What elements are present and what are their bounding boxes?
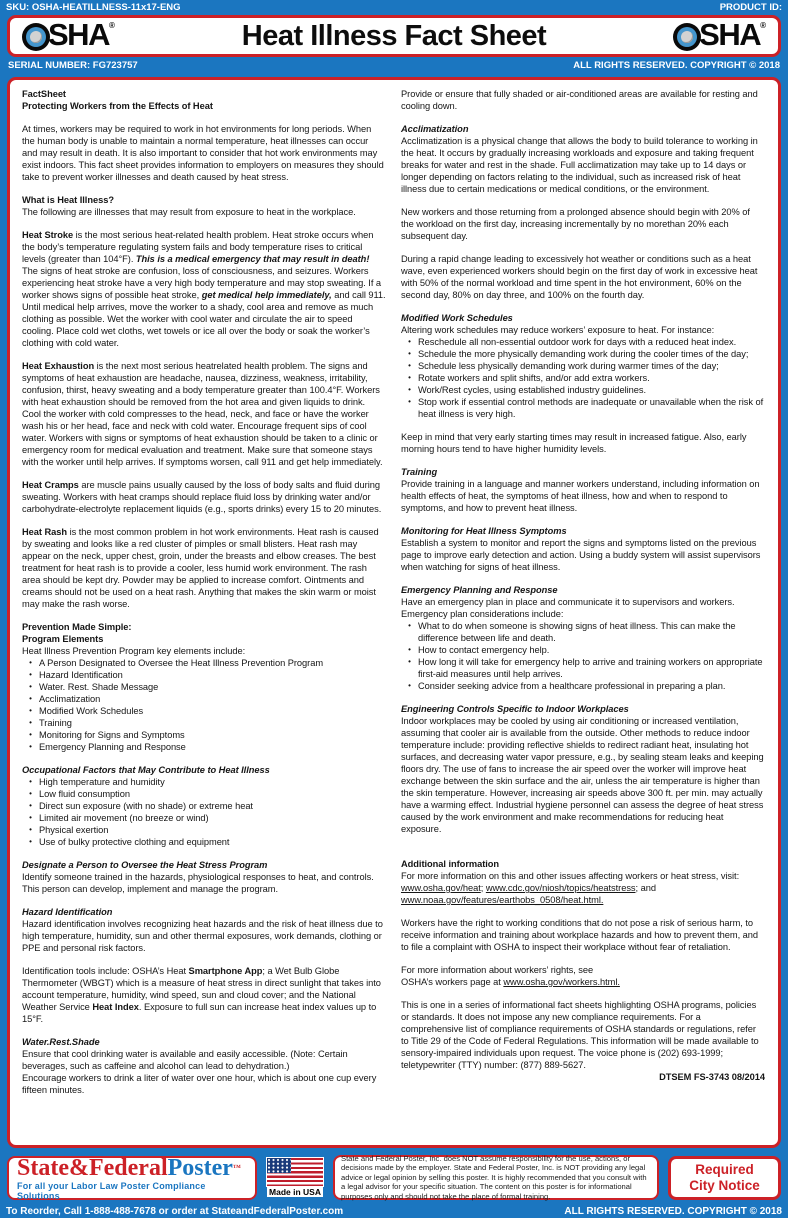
bullet-item (401, 620, 765, 644)
bullet-icon: • (408, 681, 411, 690)
osha-logo-left (22, 17, 115, 52)
text-segment: Have an emergency plan in place and communicate it to supervisors and workers. Emergency plan considerations include: (401, 597, 735, 619)
bullet-text (418, 348, 765, 360)
text-segment: Acclimatization (39, 694, 101, 704)
text-segment: Monitoring for Signs and Symptoms (39, 730, 185, 740)
registered-trademark-icon: ® (760, 21, 766, 30)
text-segment: are muscle pains usually caused by the loss of body salts and fluid during sweating. Workers with heat cramps should replace fluid loss by drinking water and/or carbohydrate-electrolyte replacement liquids (e.g., sports drinks) every 15 to 20 minutes. (22, 480, 382, 514)
made-in-usa-label: Made in USA (269, 1187, 321, 1197)
bullet-item (22, 669, 386, 681)
section-heading-italic (401, 466, 765, 478)
page-title: Heat Illness Fact Sheet (241, 19, 547, 52)
text-segment: Schedule less physically demanding work during warmer times of the day; (418, 361, 719, 371)
bullet-icon: • (29, 825, 32, 834)
section-heading-italic (22, 1036, 386, 1048)
paragraph (401, 206, 765, 242)
bullet-text (418, 372, 765, 384)
text-segment: is the most common problem in hot work environments. Heat rash is caused by sweating and looks like a red cluster of pimples or small blisters. Heat rash may appear on the neck, upper chest, groin, under the breasts and elbow creases. The best treatment for heat rash is to provide a cooler, less humid work environment. The rash area should be kept dry. Powder may be applied to increase comfort. Ointments and creams should not be used on a heat rash. Anything that makes the skin warm or moist may make the rash worse. (22, 527, 379, 609)
bullet-text (39, 681, 386, 693)
bullet-text (39, 729, 386, 741)
bullet-item (22, 788, 386, 800)
text-segment: ; (480, 883, 486, 893)
bullet-icon: • (29, 694, 32, 703)
text-segment: is the most serious heat-related health problem. Heat stroke occurs when the body’s temperature regulating system fails and body temperature rises to critical levels (greater than 104°F). (22, 230, 374, 264)
section-heading (22, 100, 386, 112)
section-heading-italic (401, 703, 765, 715)
text-segment: At times, workers may be required to work in hot environments for long periods. When the human body is unable to maintain a normal temperature, heat illnesses can occur and may result in death. It is also important to consider that hot work environments may exist indoors. This fact sheet provides information to employers on measures they should take to prevent worker illnesses and death caused by heat stress. (22, 124, 384, 182)
bullet-icon: • (408, 385, 411, 394)
bullet-item (401, 372, 765, 384)
paragraph (401, 917, 765, 953)
text-segment: The signs of heat stroke are confusion, loss of consciousness, and seizures. Workers experiencing heat stroke have a very high body temperature and may stop sweating. If a worker shows signs of possible heat stroke, (22, 266, 382, 300)
text-segment: Low fluid consumption (39, 789, 130, 799)
link-text: www.osha.gov/workers.html. (503, 977, 620, 987)
left-column (22, 88, 386, 1137)
bullet-icon: • (29, 718, 32, 727)
text-segment: What to do when someone is showing signs of heat illness. This can make the difference between life and death. (418, 621, 736, 643)
bullet-item (401, 360, 765, 372)
text-segment: Provide or ensure that fully shaded or air-conditioned areas are available for resting and cooling down. (401, 89, 758, 111)
registered-trademark-icon: ® (108, 21, 115, 30)
paragraph (401, 964, 765, 976)
section-heading-italic (22, 906, 386, 918)
bullet-item (22, 800, 386, 812)
paragraph (401, 596, 765, 620)
bullet-text (418, 656, 765, 680)
text-segment: Consider seeking advice from a healthcare professional in preparing a plan. (418, 681, 726, 691)
text-segment: Hazard Identification (22, 907, 113, 917)
text-segment: DTSEM FS-3743 08/2014 (659, 1072, 765, 1082)
section-heading-italic (22, 859, 386, 871)
osha-o-icon (673, 23, 701, 51)
text-segment: Provide training in a language and manner workers understand, including information on health effects of heat, the symptoms of heat illness, how and when to respond to symptoms, and how to prevent heat illness. (401, 479, 760, 513)
text-segment: Heat Index (92, 1002, 139, 1012)
text-segment: Establish a system to monitor and report the signs and symptoms listed on the previous page to improve early detection and action. Using a buddy system will assist supervisors when watching for signs of heat illness. (401, 538, 761, 572)
paragraph (22, 526, 386, 610)
bullet-text (39, 669, 386, 681)
text-segment: How to contact emergency help. (418, 645, 550, 655)
bullet-item (401, 348, 765, 360)
paragraph (22, 206, 386, 218)
paragraph (401, 870, 765, 906)
text-segment: Training (401, 467, 438, 477)
text-segment: Additional information (401, 859, 500, 869)
text-segment: ; and (635, 883, 656, 893)
bullet-icon: • (29, 801, 32, 810)
section-heading-italic (401, 123, 765, 135)
bullet-item (22, 836, 386, 848)
bullet-icon: • (408, 349, 411, 358)
bullet-icon: • (408, 621, 411, 630)
section-heading (22, 88, 386, 100)
text-segment: Use of bulky protective clothing and equipment (39, 837, 230, 847)
bullet-icon: • (29, 730, 32, 739)
bullet-text (39, 824, 386, 836)
text-segment: Prevention Made Simple: (22, 622, 132, 632)
text-segment: For more information on this and other issues affecting workers or heat stress, visit: (401, 871, 740, 881)
text-segment: Schedule the more physically demanding work during the cooler times of the day; (418, 349, 749, 359)
paragraph (22, 871, 386, 895)
text-segment: This is a medical emergency that may result in death! (135, 254, 370, 264)
bullet-text (418, 680, 765, 692)
text-segment: Altering work schedules may reduce workers’ exposure to heat. For instance: (401, 325, 715, 335)
required-line2: City Notice (689, 1177, 760, 1193)
bullet-item (401, 384, 765, 396)
bullet-item (22, 812, 386, 824)
paragraph (22, 1072, 386, 1096)
bullet-text (418, 620, 765, 644)
bullet-text (39, 741, 386, 753)
text-segment: Heat Illness Prevention Program key elements include: (22, 646, 246, 656)
bullet-text (418, 644, 765, 656)
state-federal-poster-logo (7, 1156, 257, 1200)
section-heading-italic (401, 525, 765, 537)
bullet-text (39, 657, 386, 669)
text-segment: OSHA’s workers page at (401, 977, 504, 987)
fact-sheet-body (7, 77, 781, 1148)
section-heading (22, 194, 386, 206)
bullet-text (418, 360, 765, 372)
brand-part2: Poster (167, 1155, 233, 1181)
bullet-icon: • (29, 682, 32, 691)
brand-tagline: For all your Labor Law Poster Compliance Solutions (17, 1181, 206, 1201)
sku-label: SKU: OSHA-HEATILLNESS-11x17-ENG (6, 2, 181, 13)
text-segment: Designate a Person to Oversee the Heat Stress Program (22, 860, 268, 870)
right-column (401, 88, 765, 1137)
paragraph (401, 324, 765, 336)
text-segment: Water.Rest.Shade (22, 1037, 100, 1047)
text-segment: How long it will take for emergency help to arrive and training workers on appropriate first-aid measures until help arrives. (418, 657, 763, 679)
text-segment: Encourage workers to drink a liter of water over one hour, which is about one cup every fifteen minutes. (22, 1073, 377, 1095)
text-segment: What is Heat Illness? (22, 195, 114, 205)
paragraph (401, 999, 765, 1071)
bullet-text (39, 812, 386, 824)
text-segment: Hazard Identification (39, 670, 123, 680)
text-segment: New workers and those returning from a prolonged absence should begin with 20% of the workload on the first day, increasing incrementally by no morethan 20% each subsequent day. (401, 207, 750, 241)
text-segment: . Exposure to full sun can increase heat index values up to 15°F. (22, 1002, 377, 1024)
paragraph (22, 965, 386, 1025)
text-segment: Limited air movement (no breeze or wind) (39, 813, 209, 823)
bullet-icon: • (29, 813, 32, 822)
bullet-icon: • (29, 742, 32, 751)
text-segment: Smartphone App (188, 966, 263, 976)
paragraph (22, 645, 386, 657)
paragraph (401, 253, 765, 301)
text-segment: This is one in a series of informational fact sheets highlighting OSHA programs, policies or standards. It does not impose any new compliance requirements. For a comprehensive list of compliance requirements of OSHA standards or regulations, refer to Title 29 of the Code of Federal Regulations. This information will be made available to sensory-impaired individuals upon request. The voice phone is (202) 693-1999; teletypewriter (TTY) number: (877) 889-5627. (401, 1000, 759, 1070)
text-segment: Heat Stroke (22, 230, 74, 240)
bullet-icon: • (408, 361, 411, 370)
text-segment: Heat Rash (22, 527, 68, 537)
paragraph (401, 715, 765, 835)
paragraph (401, 135, 765, 195)
bullet-text (39, 800, 386, 812)
text-segment: Physical exertion (39, 825, 109, 835)
paragraph (22, 123, 386, 183)
text-segment: Keep in mind that very early starting times may result in increased fatigue. Also, early morning hours tend to have higher humidity levels. (401, 432, 747, 454)
bullet-item (401, 680, 765, 692)
bullet-text (39, 836, 386, 848)
product-id-label: PRODUCT ID: (719, 2, 782, 13)
text-segment: Acclimatization (401, 124, 469, 134)
section-heading (401, 858, 765, 870)
text-segment: Program Elements (22, 634, 104, 644)
bullet-text (39, 693, 386, 705)
bullet-text (39, 717, 386, 729)
paragraph (22, 1048, 386, 1072)
bullet-icon: • (29, 837, 32, 846)
bullet-text (418, 396, 765, 420)
paragraph (22, 360, 386, 468)
bullet-list (22, 776, 386, 848)
text-segment: Identification tools include: OSHA’s Heat (22, 966, 189, 976)
paragraph (22, 918, 386, 954)
text-segment: The following are illnesses that may result from exposure to heat in the workplace. (22, 207, 356, 217)
text-segment: Indoor workplaces may be cooled by using air conditioning or increased ventilation, assuming that cooler air is available from the outside. Other methods to reduce indoor temperature include: providing reflective shields to redirect radiant heat, insulating hot surfaces, and decreasing water vapor pressure, e.g., by sealing steam leaks and keeping floors dry. The use of fans to increase the air speed over the worker will improve heat exchange between the skin surface and the air, unless the air temperature is higher than the skin temperature. However, increasing air speeds above 300 ft. per min. may actually have a warming effect. Industrial hygiene personnel can assess the degree of heat stress caused by the work environment and make recommendations for reducing heat exposure. (401, 716, 764, 834)
bottom-bar (0, 1205, 788, 1218)
text-segment: Heat Exhaustion (22, 361, 95, 371)
required-city-notice (668, 1156, 781, 1200)
bullet-item (401, 656, 765, 680)
bullet-icon: • (408, 657, 411, 666)
brand-wordmark (17, 1156, 247, 1180)
bullet-item (22, 717, 386, 729)
text-segment: get medical help immediately, (201, 290, 332, 300)
paragraph (401, 976, 765, 988)
text-segment: Direct sun exposure (with no shade) or extreme heat (39, 801, 253, 811)
bullet-icon: • (29, 706, 32, 715)
osha-logo-right (673, 17, 766, 52)
top-bar (0, 0, 788, 15)
text-segment: and call 911. Until medical help arrives, move the worker to a shady, cool area and remove as much clothing as possible. Wet the worker with cool water and circulate the air to speed cooling. Place cold wet cloths, wet towels or ice all over the body or soak the worker’s clothing with cold water. (22, 290, 386, 348)
link-text: www.osha.gov/heat (401, 883, 481, 893)
bullet-list (22, 657, 386, 753)
text-segment: ; a Wet Bulb Globe Thermometer (WBGT) which is a measure of heat stress in direct sunlight that takes into account temperature, humidity, wind speed, sun and cloud cover; and the National Weather Service (22, 966, 381, 1012)
bullet-item (22, 681, 386, 693)
text-segment: Modified Work Schedules (401, 313, 513, 323)
footer (0, 1148, 788, 1205)
serial-bar (0, 57, 788, 74)
bullet-icon: • (408, 337, 411, 346)
bullet-item (22, 693, 386, 705)
text-segment: FactSheet (22, 89, 66, 99)
bullet-list (401, 336, 765, 420)
text-segment: Training (39, 718, 72, 728)
osha-wordmark: SHA (48, 17, 109, 52)
text-segment: Reschedule all non-essential outdoor work for days with a reduced heat index. (418, 337, 737, 347)
text-segment: Protecting Workers from the Effects of Heat (22, 101, 213, 111)
legal-disclaimer (333, 1155, 659, 1200)
bullet-icon: • (408, 397, 411, 406)
text-segment: Emergency Planning and Response (401, 585, 558, 595)
copyright-top: ALL RIGHTS RESERVED. COPYRIGHT © 2018 (573, 60, 780, 71)
bullet-item (22, 776, 386, 788)
bullet-item (401, 396, 765, 420)
text-segment: Rotate workers and split shifts, and/or add extra workers. (418, 373, 650, 383)
section-heading-italic (22, 764, 386, 776)
bullet-item (22, 729, 386, 741)
paragraph (22, 229, 386, 349)
bullet-text (39, 776, 386, 788)
bullet-icon: • (29, 777, 32, 786)
paragraph (401, 537, 765, 573)
text-segment: Ensure that cool drinking water is available and easily accessible. (Note: Certain beverages, such as caffeine and alcohol can lead to dehydration.) (22, 1049, 348, 1071)
paragraph (401, 478, 765, 514)
disclaimer-text: State and Federal Poster, Inc. does NOT assume responsibility for the use, actions, or decisions made by the employer. State and Federal Poster, Inc. is NOT providing any legal advice or legal opinion by selling this poster. It is highly recommended that you consult with a legal advisor for your specific situation. The content on this poster is for informational purposes only and should not take the place of formal training. (341, 1153, 647, 1201)
section-heading-italic (401, 312, 765, 324)
text-segment: High temperature and humidity (39, 777, 165, 787)
bullet-text (418, 384, 765, 396)
bullet-item (22, 705, 386, 717)
made-in-usa-badge (266, 1158, 324, 1197)
text-segment: Stop work if essential control methods are inadequate or unavailable when the risk of heat illness is very high. (418, 397, 764, 419)
text-segment: A Person Designated to Oversee the Heat Illness Prevention Program (39, 658, 324, 668)
text-segment: Identify someone trained in the hazards, physiological responses to heat, and controls. This person can develop, implement and manage the program. (22, 872, 374, 894)
text-segment: During a rapid change leading to excessively hot weather or conditions such as a heat wave, even experienced workers should begin on the first day of work in excessive heat with 50% of the normal workload and time spent in the hot environment, 60% on the second day, 80% on day three, and 100% on the fourth day. (401, 254, 758, 300)
text-segment: Monitoring for Heat Illness Symptoms (401, 526, 567, 536)
osha-o-icon (22, 23, 50, 51)
serial-number: SERIAL NUMBER: FG723757 (8, 60, 138, 71)
text-segment: Work/Rest cycles, using established industry guidelines. (418, 385, 647, 395)
section-heading (22, 621, 386, 633)
text-segment: Modified Work Schedules (39, 706, 144, 716)
bullet-icon: • (408, 373, 411, 382)
paragraph (22, 479, 386, 515)
osha-wordmark: SHA (699, 17, 761, 52)
brand-part1: State&Federal (17, 1155, 168, 1181)
section-heading-italic (401, 584, 765, 596)
copyright-bottom: ALL RIGHTS RESERVED. COPYRIGHT © 2018 (564, 1206, 782, 1217)
link-text: www.noaa.gov/features/earthobs_0508/heat.html. (401, 895, 604, 905)
bullet-item (22, 741, 386, 753)
bullet-icon: • (408, 645, 411, 654)
text-segment: Hazard identification involves recognizing heat hazards and the risk of heat illness due to high temperature, humidity, sun and other thermal exposures, work demands, clothing or PPE and personal risk factors. (22, 919, 383, 953)
text-segment: Water. Rest. Shade Message (39, 682, 159, 692)
paragraph (401, 431, 765, 455)
text-segment: Engineering Controls Specific to Indoor Workplaces (401, 704, 629, 714)
required-line1: Required (695, 1161, 754, 1177)
text-segment: Occupational Factors that May Contribute to Heat Illness (22, 765, 270, 775)
doc-number (401, 1071, 765, 1083)
link-text: www.cdc.gov/niosh/topics/heatstress (485, 883, 636, 893)
text-segment: Heat Cramps (22, 480, 79, 490)
bullet-text (39, 705, 386, 717)
bullet-text (418, 336, 765, 348)
reorder-info: To Reorder, Call 1-888-488-7678 or order at StateandFederalPoster.com (6, 1206, 344, 1217)
bullet-icon: • (29, 670, 32, 679)
bullet-item (22, 824, 386, 836)
bullet-text (39, 788, 386, 800)
header-band (7, 15, 781, 57)
bullet-item (22, 657, 386, 669)
bullet-icon: • (29, 789, 32, 798)
text-segment: Acclimatization is a physical change that allows the body to build tolerance to working in the heat. It occurs by gradually increasing workloads and exposure and taking frequent breaks for water and rest in the shade. Full acclimatization may take up to 14 days or longer depending on factors relating to the individual, such as increased risk of heat illness due to certain medications or medical conditions, or the environment. (401, 136, 758, 194)
bullet-item (401, 644, 765, 656)
text-segment: For more information about workers’ rights, see (401, 965, 594, 975)
text-segment: Workers have the right to working conditions that do not pose a risk of serious harm, to receive information and training about workplace hazards and how to prevent them, and to file a complaint with OSHA to inspect their workplace without fear of retaliation. (401, 918, 758, 952)
trademark-icon: ™ (232, 1163, 241, 1172)
text-segment: is the next most serious heatrelated health problem. The signs and symptoms of heat exhaustion are headache, nausea, dizziness, weakness, irritability, confusion, thirst, heavy sweating and a body temperature greater than 100.4°F. Workers with heat exhaustion should be removed from the hot area and given liquids to drink. Cool the worker with cold compresses to the head, neck, and face or have the worker wash his or her head, face and neck with cold water. Encourage frequent sips of cool water. Workers with signs or symptoms of heat exhaustion should be taken to a clinic or emergency room for medical evaluation and treatment. Make sure that someone stays with the worker until help arrives. If symptoms worsen, call 911 and get help immediately. (22, 361, 383, 467)
bullet-list (401, 620, 765, 692)
bullet-item (401, 336, 765, 348)
section-heading (22, 633, 386, 645)
bullet-icon: • (29, 658, 32, 667)
us-flag-icon (267, 1158, 323, 1186)
paragraph (401, 88, 765, 112)
text-segment: Emergency Planning and Response (39, 742, 186, 752)
